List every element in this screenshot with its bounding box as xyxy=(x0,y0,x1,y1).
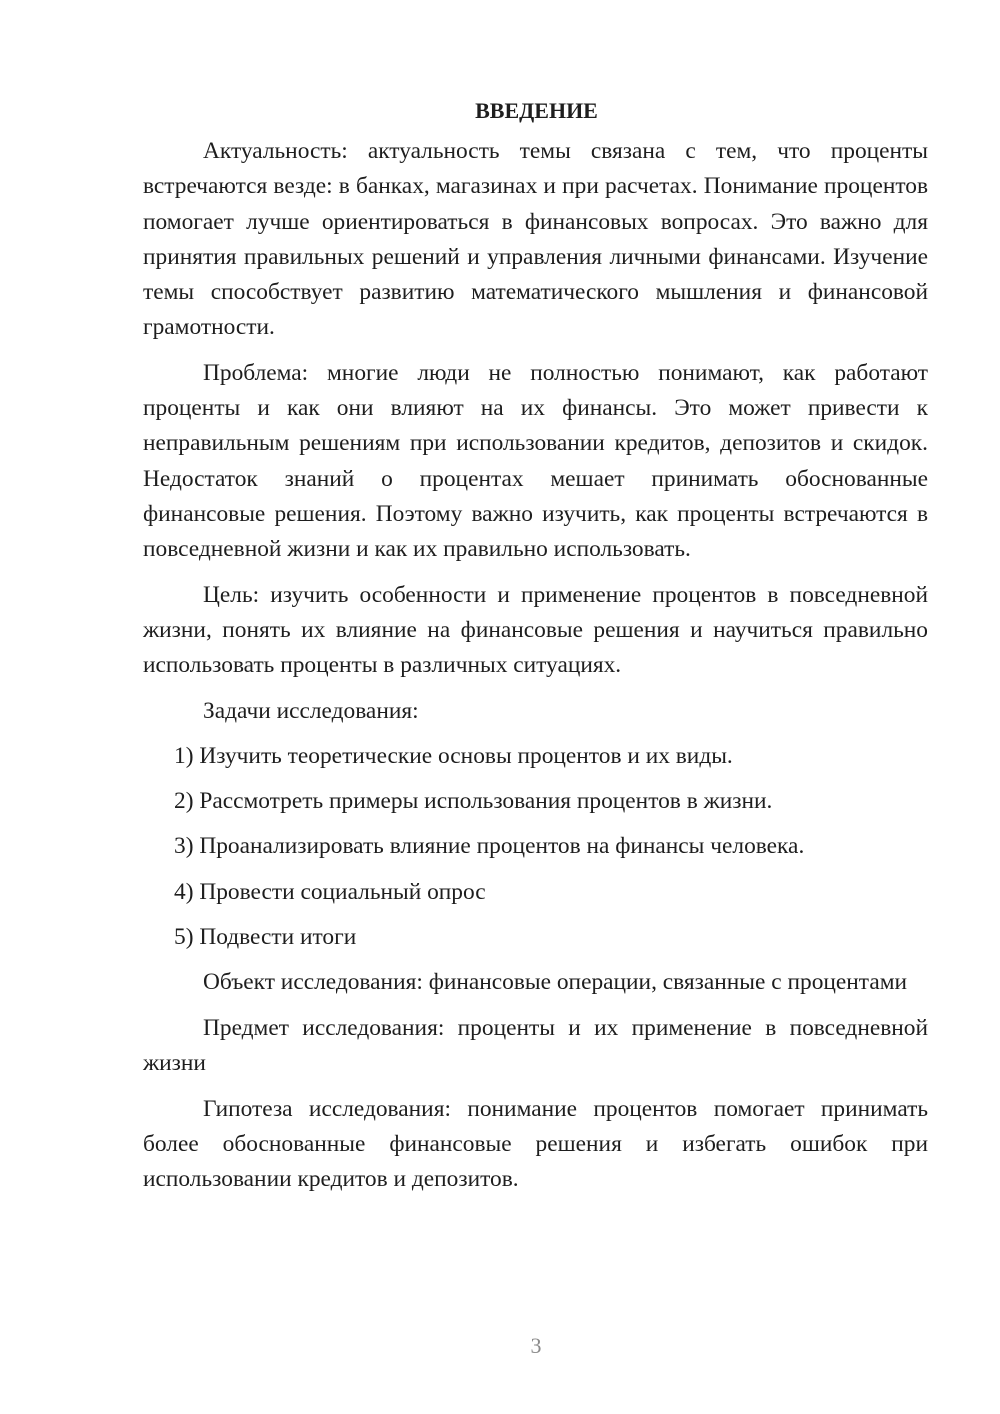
section-title: ВВЕДЕНИЕ xyxy=(475,98,598,123)
task-item: 2) Рассмотреть примеры использования процентов в жизни. xyxy=(174,788,773,815)
task-item: 1) Изучить теоретические основы процентов и их виды. xyxy=(174,742,733,769)
paragraph-tasks-heading: Задачи исследования: xyxy=(203,697,419,724)
paragraph-goal: Цель: изучить особенности и применение процентов в повседневной жизни, понять их влияние на финансовые решения и научиться правильно использовать проценты в различных ситуациях. xyxy=(143,581,928,679)
page-number: 3 xyxy=(530,1333,542,1358)
paragraph-hypothesis: Гипотеза исследования: понимание процентов помогает принимать более обоснованные финансовые решения и избегать ошибок при использовании кредитов и депозитов. xyxy=(143,1096,928,1193)
page-content xyxy=(143,93,928,1198)
paragraph-relevance: Актуальность: актуальность темы связана с тем, что проценты встречаются везде: в банках, магазинах и при расчетах. Понимание процентов помогает лучше ориентироваться в финансовых вопросах. Это важно для принятия правильных решений и управления личными финансами. Изучение темы способствует развитию математического мышления и финансовой грамотности. xyxy=(143,138,928,341)
paragraph-subject: Предмет исследования: проценты и их применение в повседневной жизни xyxy=(143,1015,928,1077)
task-item: 5) Подвести итоги xyxy=(174,923,357,950)
paragraph-problem: Проблема: многие люди не полностью понимают, как работают проценты и как они влияют на их финансы. Это может привести к неправильным решениям при использовании кредитов, депозитов и скидок. Недостаток знаний о процентах мешает принимать обоснованные финансовые решения. Поэтому важно изучить, как проценты встречаются в повседневной жизни и как их правильно использовать. xyxy=(143,359,928,562)
paragraph-object: Объект исследования: финансовые операции, связанные с процентами xyxy=(203,969,908,996)
task-item: 4) Провести социальный опрос xyxy=(174,878,486,905)
task-item: 3) Проанализировать влияние процентов на финансы человека. xyxy=(174,833,805,860)
